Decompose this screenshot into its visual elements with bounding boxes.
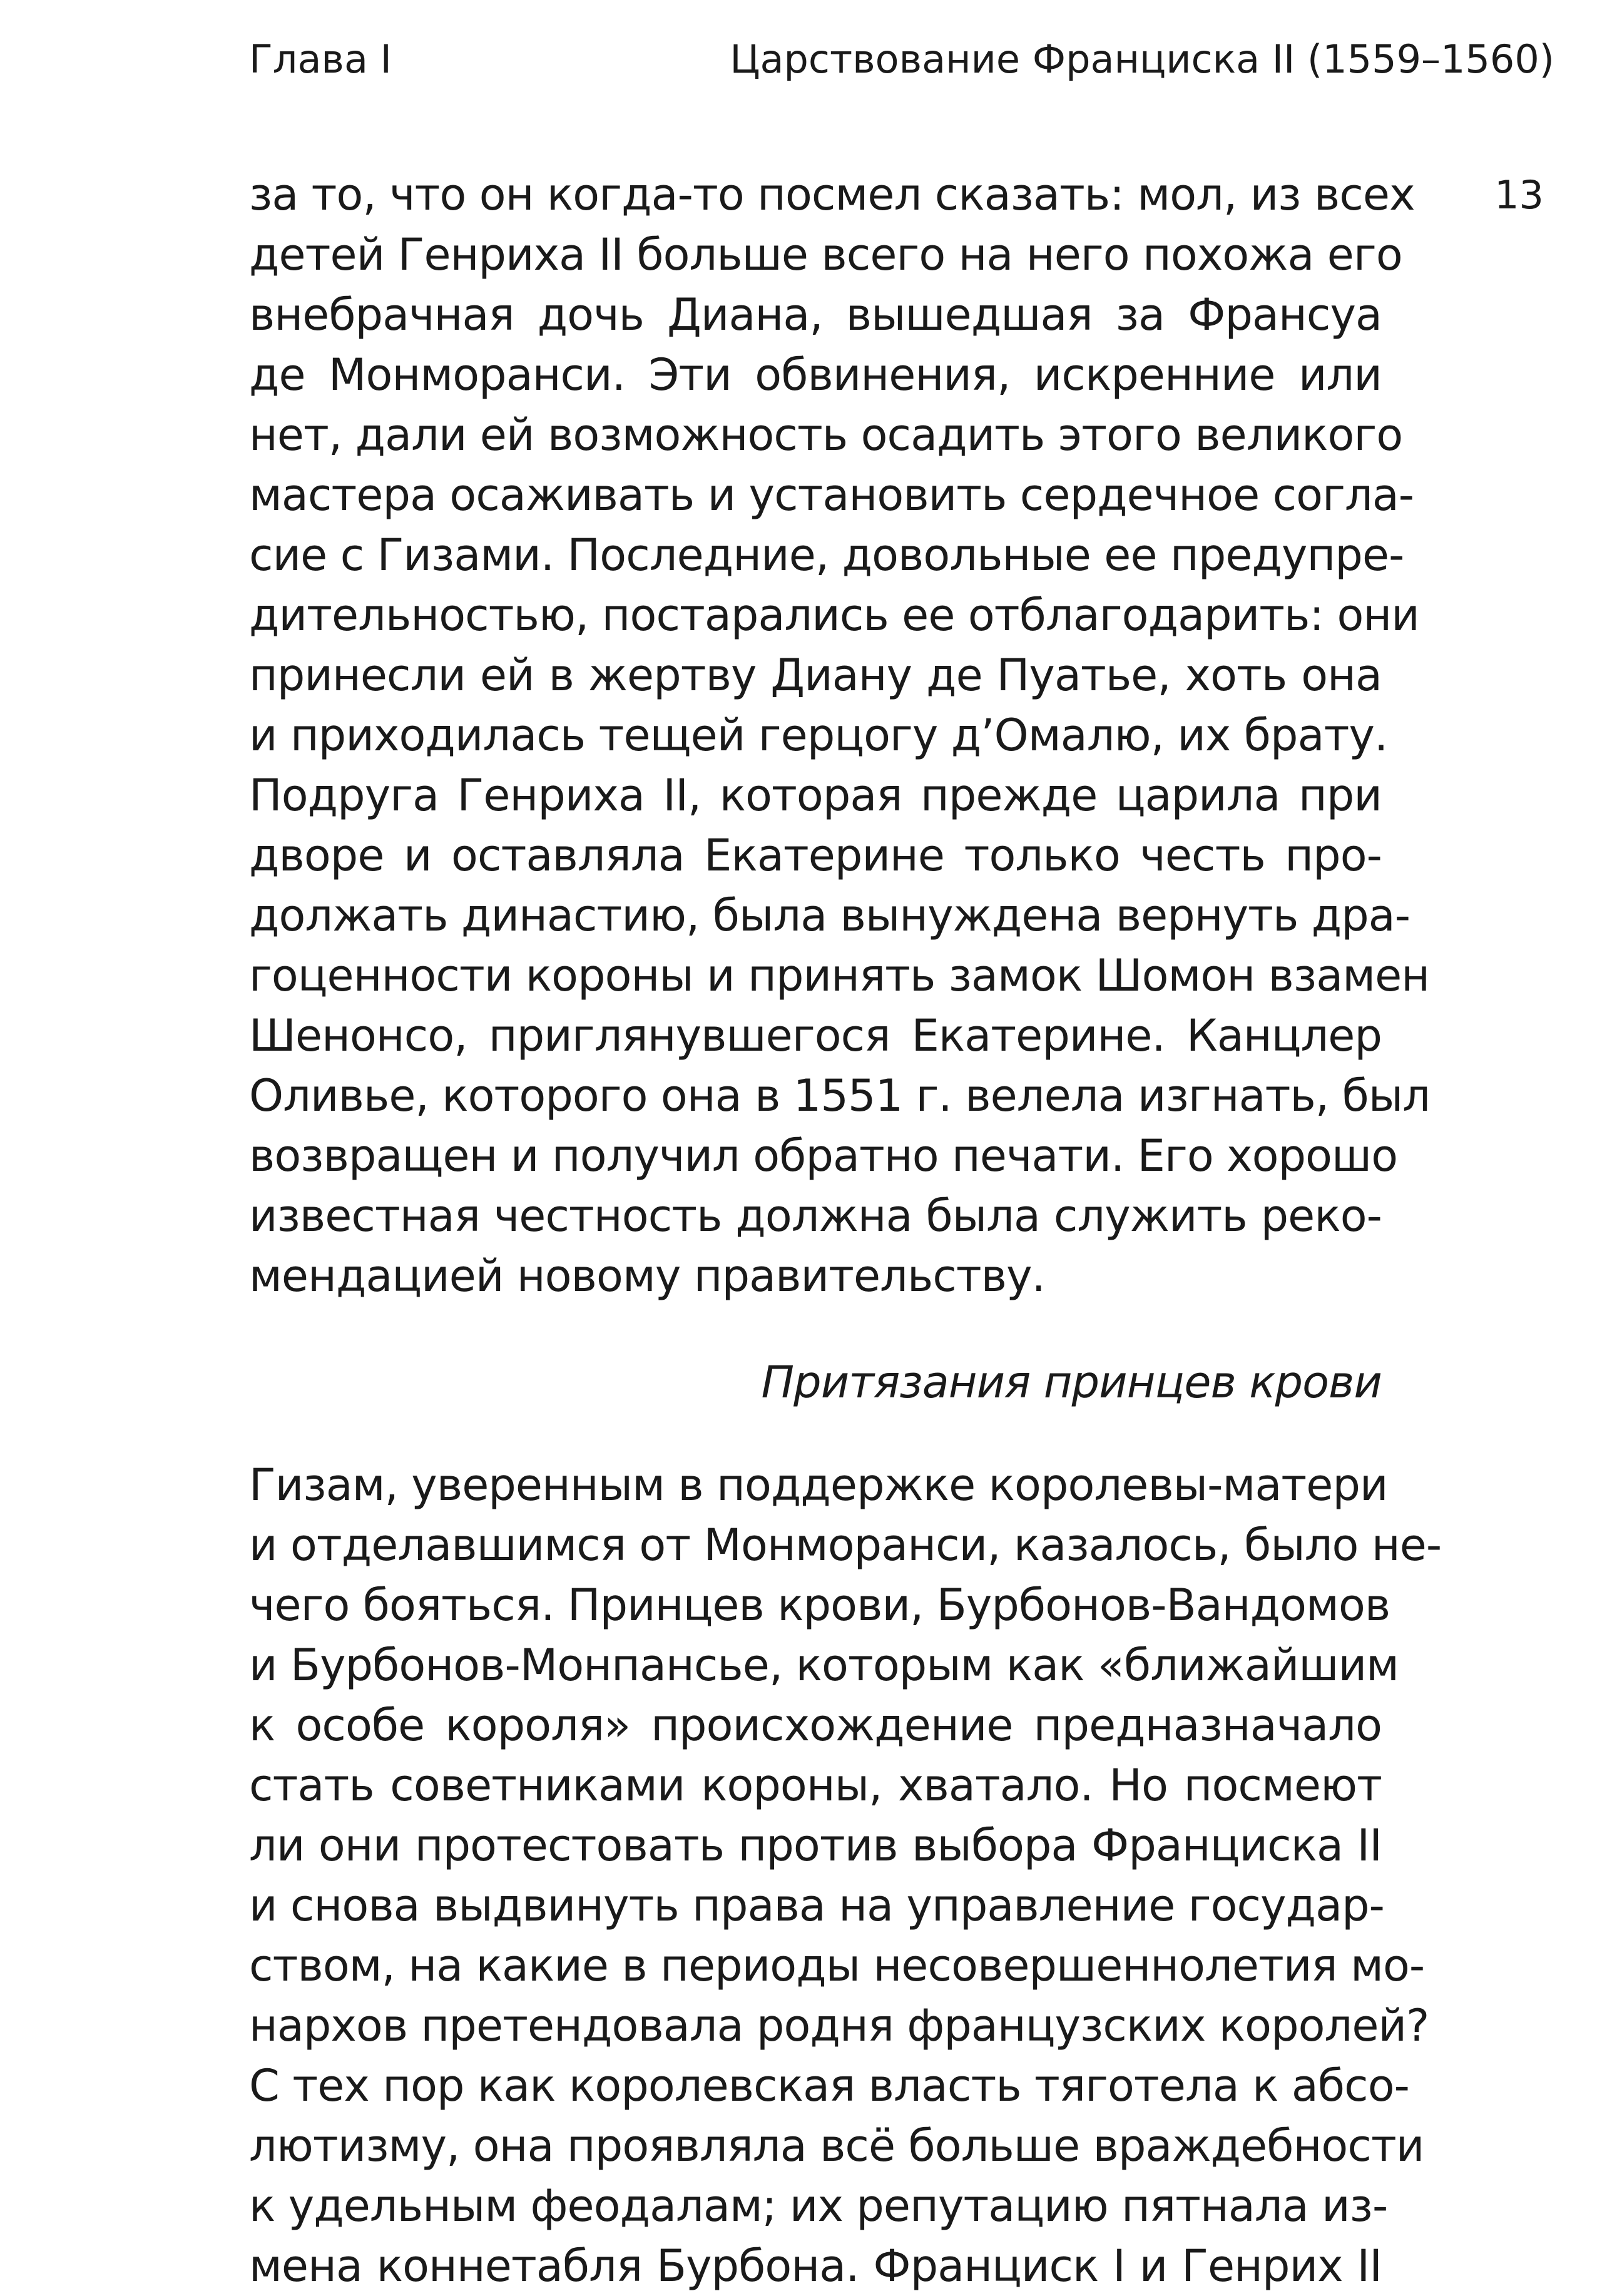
text-line: детей Генриха II больше всего на него похожа его [249, 229, 1402, 280]
section-heading: Притязания принцев крови [761, 1357, 1382, 1408]
text-line: дворе и оставляла Екатерине только честь про- [249, 830, 1382, 881]
text-line: дительностью, постарались ее отблагодарить: они [249, 589, 1419, 641]
text-line: возвращен и получил обратно печати. Его хорошо [249, 1130, 1398, 1181]
text-column [249, 165, 1442, 2296]
text-line: лютизму, она проявляла всё больше враждебности [249, 2120, 1424, 2171]
text-line: за то, что он когда-то посмел сказать: мол, из всех [249, 169, 1415, 220]
text-line: ли они протестовать против выбора Франциска II [249, 1820, 1382, 1871]
running-head-section-title: Царствование Франциска II (1559–1560) [730, 36, 1554, 82]
text-line: гоценности короны и принять замок Шомон взамен [249, 950, 1430, 1001]
text-line: Оливье, которого она в 1551 г. велела изгнать, был [249, 1070, 1431, 1121]
text-line: принесли ей в жертву Диану де Пуатье, хоть она [249, 650, 1382, 701]
text-line: стать советниками короны, хватало. Но посмеют [249, 1760, 1382, 1811]
text-line: известная честность должна была служить реко- [249, 1190, 1382, 1242]
paragraph-1 [249, 165, 1431, 1306]
text-line: Шенонсо, приглянувшегося Екатерине. Канцлер [249, 1010, 1382, 1061]
text-line: должать династию, была вынуждена вернуть дра- [249, 890, 1410, 941]
text-line: ством, на какие в периоды несовершеннолетия мо- [249, 1940, 1425, 1991]
text-line: мастера осаживать и установить сердечное согла- [249, 469, 1414, 521]
text-line: и отделавшимся от Монморанси, казалось, было не- [249, 1519, 1442, 1571]
text-line: к удельным феодалам; их репутацию пятнала из- [249, 2180, 1388, 2232]
text-line: нет, дали ей возможность осадить этого великого [249, 409, 1403, 461]
text-line: Подруга Генриха II, которая прежде царила при [249, 770, 1382, 821]
paragraph-2 [249, 1455, 1442, 2296]
text-line: к особе короля» происхождение предназначало [249, 1700, 1382, 1751]
text-line: чего бояться. Принцев крови, Бурбонов-Вандомов [249, 1579, 1390, 1631]
text-line: Гизам, уверенным в поддержке королевы-матери [249, 1459, 1388, 1511]
text-line: и Бурбонов-Монпансье, которым как «ближайшим [249, 1640, 1399, 1691]
text-line: мендацией новому правительству. [249, 1250, 1046, 1302]
text-line: де Монморанси. Эти обвинения, искренние или [249, 349, 1382, 401]
text-line: нархов претендовала родня французских королей? [249, 2000, 1429, 2051]
text-line: мена коннетабля Бурбона. Франциск I и Генрих II [249, 2240, 1382, 2292]
page-number: 13 [1494, 172, 1544, 218]
running-head-chapter: Глава I [249, 36, 392, 82]
text-line: С тех пор как королевская власть тяготела к абсо- [249, 2060, 1410, 2111]
text-line: сие с Гизами. Последние, довольные ее предупре- [249, 529, 1404, 581]
text-line: и снова выдвинуть права на управление государ- [249, 1880, 1385, 1931]
text-line: внебрачная дочь Диана, вышедшая за Франсуа [249, 289, 1382, 340]
text-line: и приходилась тещей герцогу д’Омалю, их брату. [249, 710, 1388, 761]
